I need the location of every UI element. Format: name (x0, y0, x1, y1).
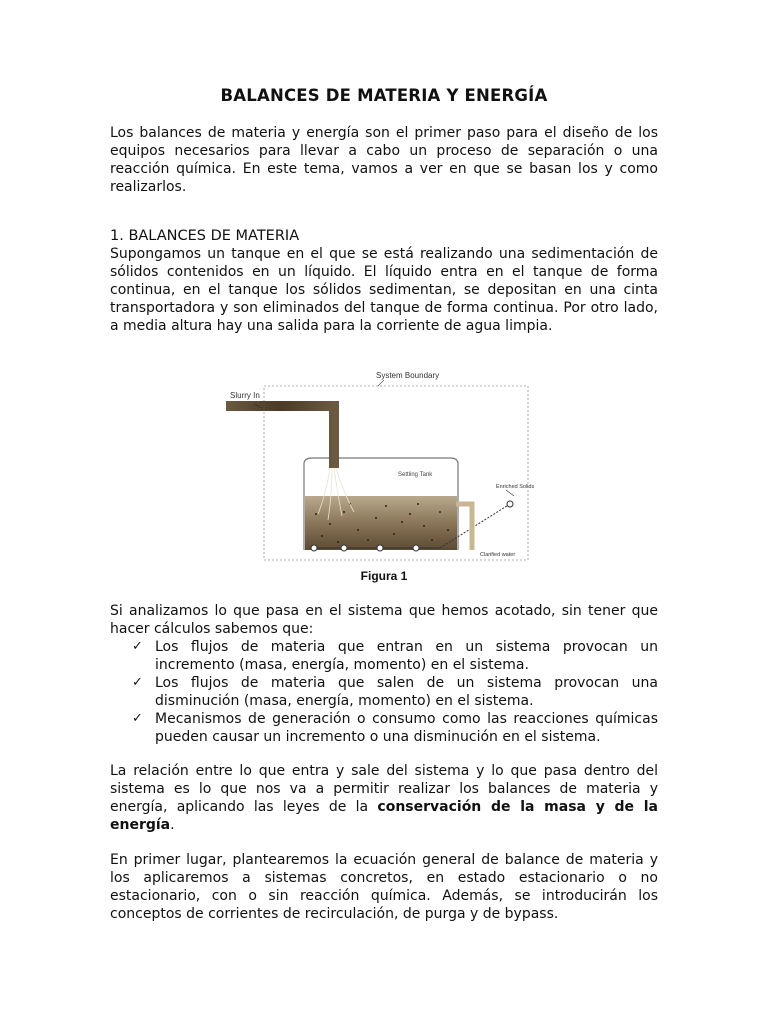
slurry-in-label: Slurry In (230, 391, 260, 400)
relation-end: . (170, 817, 175, 833)
section-paragraph: Supongamos un tanque en el que se está realizando una sedimentación de sólidos contenidos en un líquido. El líquido entra en el tanque de forma continua, en el tanque los sólidos sedimentan, se depositan en una cinta transportadora y son eliminados del tanque de forma continua. Por otro lado, a media altura hay una salida para la corriente de agua limpia. (110, 246, 658, 334)
settling-tank-diagram (226, 364, 538, 568)
closing-paragraph: En primer lugar, plantearemos la ecuación general de balance de materia y los aplicaremos a sistemas concretos, en estado estacionario o no estacionario, con o sin reacción química. Además, se introducirán los conceptos de corrientes de recirculación, de purga y de bypass. (110, 852, 658, 922)
list-item-text: Los flujos de materia que salen de un sistema provocan una disminución (masa, energía, momento) en el sistema. (155, 675, 658, 709)
relation-text: La relación entre lo que entra y sale del sistema y lo que pasa dentro del sistema es lo que nos va a permitir realizar los balances de materia y energía, aplicando las leyes de la (110, 763, 658, 815)
list-item (132, 710, 658, 746)
checkmark-icon: ✓ (132, 675, 143, 690)
list-item (132, 638, 658, 674)
figure-caption: Figura 1 (360, 569, 408, 583)
list-item-text: Los flujos de materia que entran en un sistema provocan un incremento (masa, energía, momento) en el sistema. (155, 639, 658, 673)
checkmark-icon: ✓ (132, 711, 143, 726)
intro-paragraph: Los balances de materia y energía son el primer paso para el diseño de los equipos necesarios para llevar a cabo un proceso de separación o una reacción química. En este tema, vamos a ver en que se basan los y como realizarlos. (110, 125, 658, 195)
section-heading: 1. BALANCES DE MATERIA (110, 228, 300, 244)
system-boundary-label: System Boundary (376, 371, 440, 380)
settling-tank-label: Settling Tank (398, 472, 433, 478)
relation-bold-text: conservación de la masa y de la energía (110, 799, 658, 833)
sludge-layer (305, 496, 457, 550)
check-list (132, 638, 658, 746)
list-item-text: Mecanismos de generación o consumo como las reacciones químicas pueden causar un incremento o una disminución en el sistema. (155, 711, 658, 745)
list-item (132, 674, 658, 710)
enriched-solids-label: Enriched Solids (496, 484, 535, 490)
clarified-water-label: Clarified water (480, 552, 516, 558)
checkmark-icon: ✓ (132, 639, 143, 654)
analysis-intro: Si analizamos lo que pasa en el sistema que hemos acotado, sin tener que hacer cálculos sabemos que: (110, 603, 658, 637)
relation-paragraph (110, 762, 658, 834)
document-title: BALANCES DE MATERIA Y ENERGÍA (220, 86, 548, 105)
